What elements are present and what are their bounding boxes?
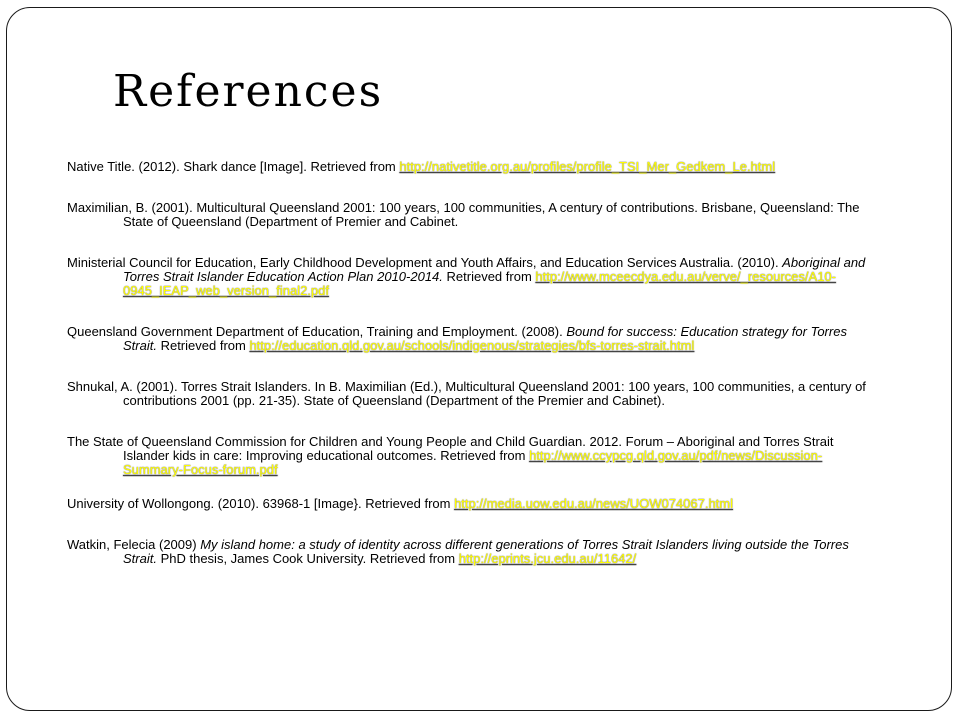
reference-link[interactable]: http://www.mceecdya.edu.au/verve/_resources/A10-0945_IEAP_web_version_final2.pdf (123, 269, 836, 298)
reference-text: Watkin, Felecia (2009) (67, 537, 201, 552)
reference-text: Queensland Government Department of Education, Training and Employment. (2008). (67, 324, 567, 339)
reference-link[interactable]: http://www.ccypcg.qld.gov.au/pdf/news/Discussion-Summary-Focus-forum.pdf (123, 448, 823, 477)
page-title: References (113, 66, 384, 117)
reference-text: Maximilian, B. (2001). Multicultural Queensland 2001: 100 years, 100 communities, A century of contributions. Brisbane, Queensland: The State of Queensland (Department of Premier and Cabinet. (67, 200, 860, 229)
reference-italic-title: My island home: a study of identity across different generations of Torres Strait Islanders living outside the Torres Strait. (123, 537, 849, 566)
reference-item (67, 201, 867, 229)
reference-italic-title: Aboriginal and Torres Strait Islander Education Action Plan 2010-2014. (123, 255, 866, 284)
reference-item (67, 380, 867, 408)
reference-text: Native Title. (2012). Shark dance [Image]. Retrieved from (67, 159, 400, 174)
reference-item (67, 538, 867, 566)
reference-text: PhD thesis, James Cook University. Retrieved from (156, 551, 459, 566)
reference-link[interactable]: http://education.qld.gov.au/schools/indigenous/strategies/bfs-torres-strait.html (249, 338, 695, 353)
reference-item (67, 435, 867, 477)
reference-text: The State of Queensland Commission for Children and Young People and Child Guardian. 2012. Forum – Aboriginal and Torres Strait Islander kids in care: Improving educational outcomes. Retrieved from (67, 434, 834, 463)
reference-item (67, 497, 867, 511)
reference-item (67, 256, 867, 298)
reference-text: University of Wollongong. (2010). 63968-1 [Image}. Retrieved from (67, 496, 455, 511)
reference-text: Retrieved from (442, 269, 536, 284)
reference-link[interactable]: http://eprints.jcu.edu.au/11642/ (458, 551, 637, 566)
reference-link[interactable]: http://nativetitle.org.au/profiles/profile_TSI_Mer_Gedkem_Le.html (399, 159, 776, 174)
reference-list (67, 160, 867, 593)
reference-italic-title: Bound for success: Education strategy for Torres Strait. (123, 324, 847, 353)
reference-text: Ministerial Council for Education, Early Childhood Development and Youth Affairs, and Education Services Australia. (2010). (67, 255, 783, 270)
reference-link[interactable]: http://media.uow.edu.au/news/UOW074067.html (454, 496, 734, 511)
reference-item (67, 325, 867, 353)
reference-item (67, 160, 867, 174)
slide (6, 7, 952, 711)
reference-text: Shnukal, A. (2001). Torres Strait Islanders. In B. Maximilian (Ed.), Multicultural Queensland 2001: 100 years, 100 communities, a century of contributions 2001 (pp. 21-35). State of Queensland (Department of the Premier and Cabinet). (67, 379, 866, 408)
reference-text: Retrieved from (156, 338, 250, 353)
